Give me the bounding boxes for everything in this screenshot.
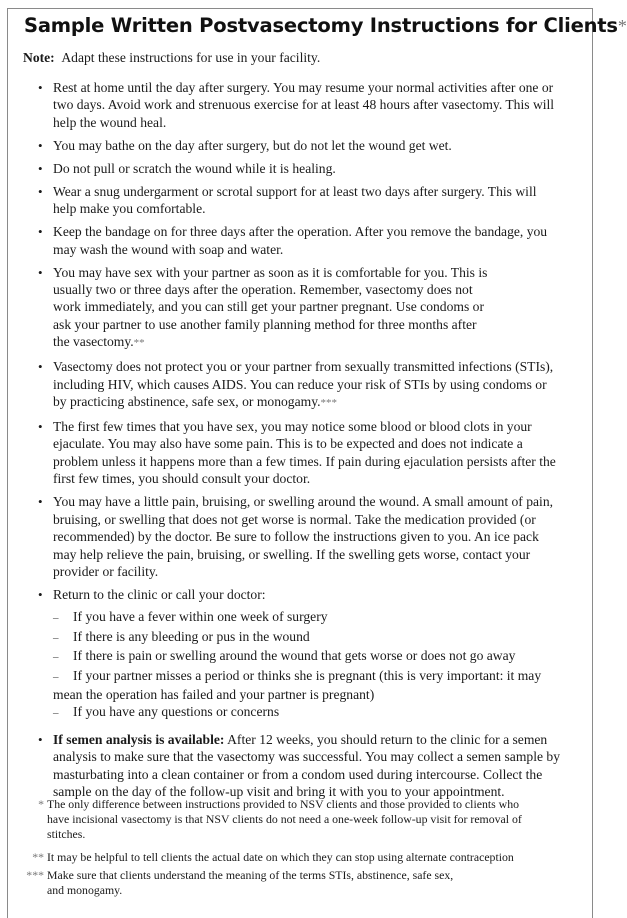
sub-list-item	[53, 667, 560, 704]
footnote-marker: ***	[320, 397, 338, 410]
item-text: You may have sex with your partner as soon as it is comfortable for you. This is usually two or three days after the operation. Remember, vasectomy does not work immediately, and you can still get your partner pregnant. Use condoms or ask your partner to use another family planning method for three months after the vasectomy.	[53, 264, 488, 350]
footnote-text: It may be helpful to tell clients the actual date on which they can stop using alternate contraception	[47, 850, 514, 864]
sub-item-text: If you have a fever within one week of surgery	[73, 609, 328, 625]
sub-item-text: If there is pain or swelling around the wound that gets worse or does not go away	[73, 648, 516, 664]
bullet-icon: •	[38, 586, 43, 602]
bullet-icon: •	[38, 494, 43, 510]
footnote-mark: *	[38, 797, 44, 811]
bullet-icon: •	[38, 80, 43, 95]
list-item	[0, 223, 580, 258]
item-text: You may have a little pain, bruising, or swelling around the wound. A small amount of pain, bruising, or swelling that does not get worse is normal. Take the medication provided (or recommended) by the doctor. Be sure to follow the instructions given to you. An ice pack may help relieve the pain, bruising, or swelling. If the swelling gets worse, contact your provider or facility.	[53, 494, 554, 579]
note-label: Note:	[23, 50, 55, 65]
note-text: Adapt these instructions for use in your facility.	[61, 50, 321, 65]
dash-icon: –	[53, 670, 59, 683]
dash-icon: –	[53, 631, 59, 644]
bullet-icon: •	[38, 183, 43, 199]
title-text: Sample Written Postvasectomy Instructions for Clients	[24, 14, 618, 37]
dash-icon: –	[53, 707, 59, 720]
item-text: Keep the bandage on for three days after the operation. After you remove the bandage, you may wash the wound with soap and water.	[53, 224, 548, 257]
list-item	[0, 137, 580, 154]
footnote-text: The only difference between instructions provided to NSV clients and those provided to clients who have incisional vasectomy is that NSV clients do not need a one-week follow-up visit for removal of stitches.	[47, 797, 522, 841]
list-item	[0, 493, 580, 580]
sub-item-text: If there is any bleeding or pus in the wound	[73, 628, 310, 644]
note	[23, 50, 320, 66]
list-item	[0, 183, 580, 218]
title-footnote-marker: *	[617, 16, 627, 36]
instruction-list	[0, 79, 580, 806]
bold-lead: If semen analysis is available:	[53, 731, 225, 747]
list-item	[0, 586, 580, 723]
list-item	[0, 79, 580, 131]
page-title	[24, 14, 627, 37]
list-item	[0, 264, 580, 353]
sub-item-text: If you have any questions or concerns	[73, 704, 280, 720]
footnote-text: Make sure that clients understand the meaning of the terms STIs, abstinence, safe sex, and monogamy.	[47, 868, 454, 897]
sub-list-item	[53, 628, 560, 647]
bullet-icon: •	[38, 160, 43, 176]
bullet-icon: •	[38, 359, 43, 375]
sub-list-item	[53, 703, 560, 722]
item-text: Wear a snug undergarment or scrotal support for at least two days after surgery. This will help make you comfortable.	[53, 183, 537, 217]
item-text: The first few times that you have sex, you may notice some blood or blood clots in your ejaculate. You may also have some pain. This is to be expected and does not indicate a problem unless it happens more than a few times. If pain during ejaculation persists after the first few times, you should consult your doctor.	[53, 419, 556, 487]
sub-list-item	[53, 647, 560, 666]
item-text: Do not pull or scratch the wound while it is healing.	[53, 160, 336, 176]
item-text: After 12 weeks, you should return to the clinic for a semen analysis to make sure that the vasectomy was successful. You may collect a semen sample by masturbating into a clean container or from a condom used during intercourse. Collect the sample on the day of the follow-up visit and bring it with you to your appointment.	[53, 731, 560, 799]
footnote-marker: **	[133, 337, 145, 350]
list-item	[0, 358, 580, 412]
bullet-icon: •	[38, 264, 43, 280]
footnote-mark: ***	[26, 868, 44, 882]
dash-icon: –	[53, 651, 59, 664]
footnote-mark: **	[32, 850, 44, 864]
bullet-icon: •	[38, 419, 43, 435]
sub-item-text: If your partner misses a period or thinks she is pregnant (this is very important: it may mean the operation has failed and your partner is pregnant)	[53, 667, 542, 702]
bullet-icon: •	[38, 137, 43, 153]
item-text: Vasectomy does not protect you or your partner from sexually transmitted infections (STIs), including HIV, which causes AIDS. You can reduce your risk of STIs by using condoms or by practicing abstinence, safe sex, or monogamy.	[53, 359, 554, 410]
list-item	[0, 418, 580, 488]
item-text: Return to the clinic or call your doctor:	[53, 586, 266, 602]
item-text: You may bathe on the day after surgery, but do not let the wound get wet.	[53, 137, 452, 153]
return-conditions-list	[53, 608, 560, 722]
list-item	[0, 160, 580, 177]
bullet-icon: •	[38, 731, 43, 747]
dash-icon: –	[53, 612, 59, 625]
bullet-icon: •	[38, 224, 43, 240]
item-text: Rest at home until the day after surgery. You may resume your normal activities after one or two days. Avoid work and strenuous exercise for at least 48 hours after vasectomy. This will help the wound heal.	[53, 80, 555, 130]
list-item	[0, 731, 580, 801]
sub-list-item	[53, 608, 560, 627]
